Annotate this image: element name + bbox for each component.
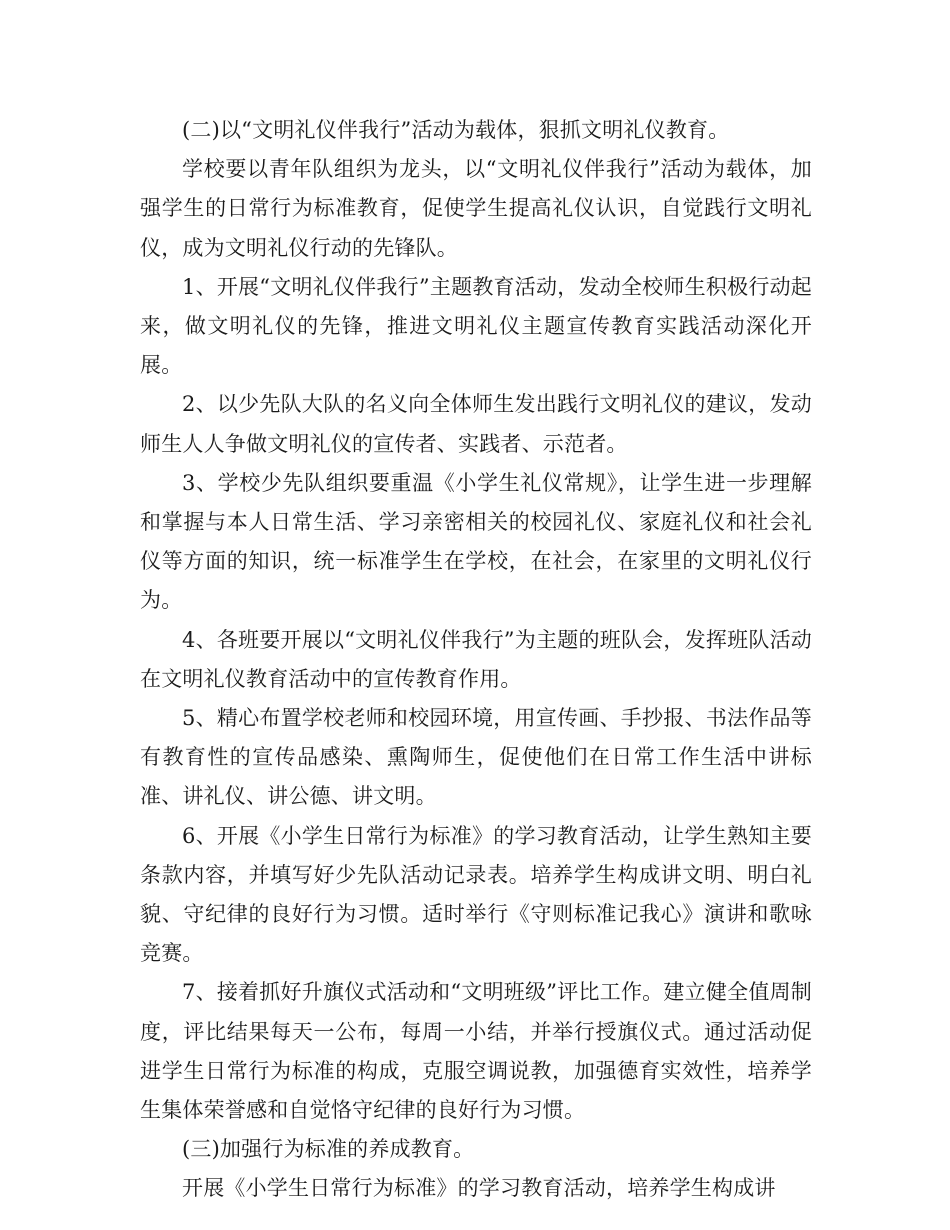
body-paragraph: 开展《小学生日常行为标准》的学习教育活动，培养学生构成讲 <box>182 1176 776 1201</box>
section-heading: (二)以“文明礼仪伴我行”活动为载体，狠抓文明礼仪教育。 <box>182 118 730 142</box>
list-item: 1、开展“文明礼仪伴我行”主题教育活动，发动全校师生积极行动起来，做文明礼仪的先锋，推进文明礼仪主题宣传教育实践活动深化开展。 <box>140 274 812 378</box>
list-item: 5、精心布置学校老师和校园环境，用宣传画、手抄报、书法作品等有教育性的宣传品感染、熏陶师生，促使他们在日常工作生活中讲标准、讲礼仪、讲公德、讲文明。 <box>140 706 812 809</box>
list-item: 4、各班要开展以“文明礼仪伴我行”为主题的班队会，发挥班队活动在文明礼仪教育活动中的宣传教育作用。 <box>140 627 812 691</box>
list-item: 6、开展《小学生日常行为标准》的学习教育活动，让学生熟知主要条款内容，并填写好少先队活动记录表。培养学生构成讲文明、明白礼貌、守纪律的良好行为习惯。适时举行《守则标准记我心》演讲和歌咏竞赛。 <box>140 823 812 966</box>
body-paragraph: 学校要以青年队组织为龙头，以“文明礼仪伴我行”活动为载体，加强学生的日常行为标准教育，促使学生提高礼仪认识，自觉践行文明礼仪，成为文明礼仪行动的先锋队。 <box>140 157 812 260</box>
document-body <box>140 111 812 1209</box>
list-item: 2、以少先队大队的名义向全体师生发出践行文明礼仪的建议，发动师生人人争做文明礼仪的宣传者、实践者、示范者。 <box>140 392 812 456</box>
section-heading: (三)加强行为标准的养成教育。 <box>182 1137 475 1162</box>
list-item: 3、学校少先队组织要重温《小学生礼仪常规》，让学生进一步理解和掌握与本人日常生活、学习亲密相关的校园礼仪、家庭礼仪和社会礼仪等方面的知识，统一标准学生在学校，在社会，在家里的文明礼仪行为。 <box>140 470 812 613</box>
list-item: 7、接着抓好升旗仪式活动和“文明班级”评比工作。建立健全值周制度，评比结果每天一公布，每周一小结，并举行授旗仪式。通过活动促进学生日常行为标准的构成，克服空调说教，加强德育实效性，培养学生集体荣誉感和自觉恪守纪律的良好行为习惯。 <box>140 980 812 1123</box>
